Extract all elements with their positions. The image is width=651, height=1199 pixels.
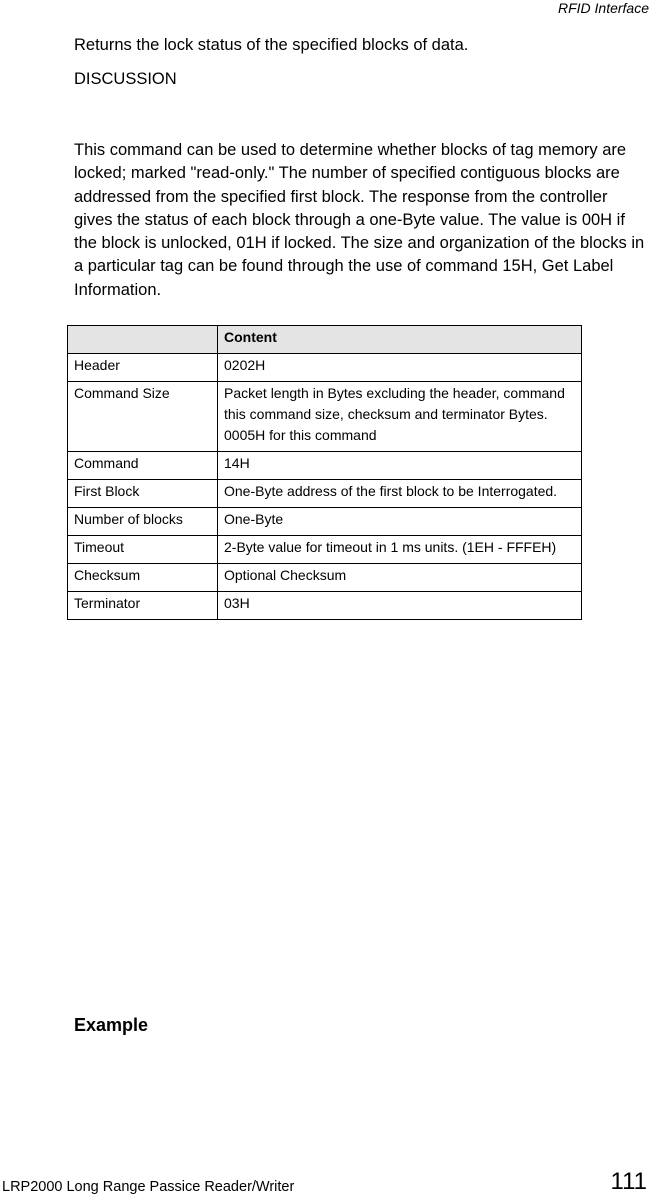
table-row (68, 536, 582, 564)
field-content-cell: 2-Byte value for timeout in 1 ms units. (1EH - FFFEH) (218, 536, 582, 564)
command-summary: Returns the lock status of the specified blocks of data. (74, 36, 469, 54)
footer-document-title: LRP2000 Long Range Passice Reader/Writer (2, 1179, 295, 1195)
field-name-cell: Header (68, 354, 218, 382)
field-name-cell: Number of blocks (68, 508, 218, 536)
field-content-cell: One-Byte address of the first block to be Interrogated. (218, 480, 582, 508)
column-header-content: Content (218, 326, 582, 354)
field-name-cell: First Block (68, 480, 218, 508)
discussion-heading: DISCUSSION (74, 70, 177, 88)
table-row (68, 354, 582, 382)
table-row (68, 564, 582, 592)
field-content-cell: 0202H (218, 354, 582, 382)
field-content-cell: 14H (218, 452, 582, 480)
field-content-cell: 03H (218, 592, 582, 620)
field-content-cell: One-Byte (218, 508, 582, 536)
page-number: 111 (610, 1168, 647, 1195)
table-row (68, 592, 582, 620)
table-header-row (68, 326, 582, 354)
column-header-field (68, 326, 218, 354)
field-name-cell: Timeout (68, 536, 218, 564)
command-format-table (67, 325, 582, 620)
discussion-paragraph: This command can be used to determine whether blocks of tag memory are locked; marked "read-only." The number of specified contiguous blocks are addressed from the specified first block. The response from the controller gives the status of each block through a one-Byte value. The value is 00H if the block is unlocked, 01H if locked. The size and organization of the blocks in a particular tag can be found through the use of command 15H, Get Label Information. (74, 141, 645, 299)
table-row (68, 452, 582, 480)
table-row (68, 382, 582, 452)
example-heading: Example (74, 1015, 149, 1035)
field-name-cell: Command Size (68, 382, 218, 452)
table-row (68, 508, 582, 536)
table-row (68, 480, 582, 508)
field-content-cell: Packet length in Bytes excluding the header, command this command size, checksum and terminator Bytes. 0005H for this command (218, 382, 582, 452)
field-name-cell: Command (68, 452, 218, 480)
running-header: RFID Interface (557, 0, 649, 16)
field-name-cell: Checksum (68, 564, 218, 592)
field-name-cell: Terminator (68, 592, 218, 620)
field-content-cell: Optional Checksum (218, 564, 582, 592)
